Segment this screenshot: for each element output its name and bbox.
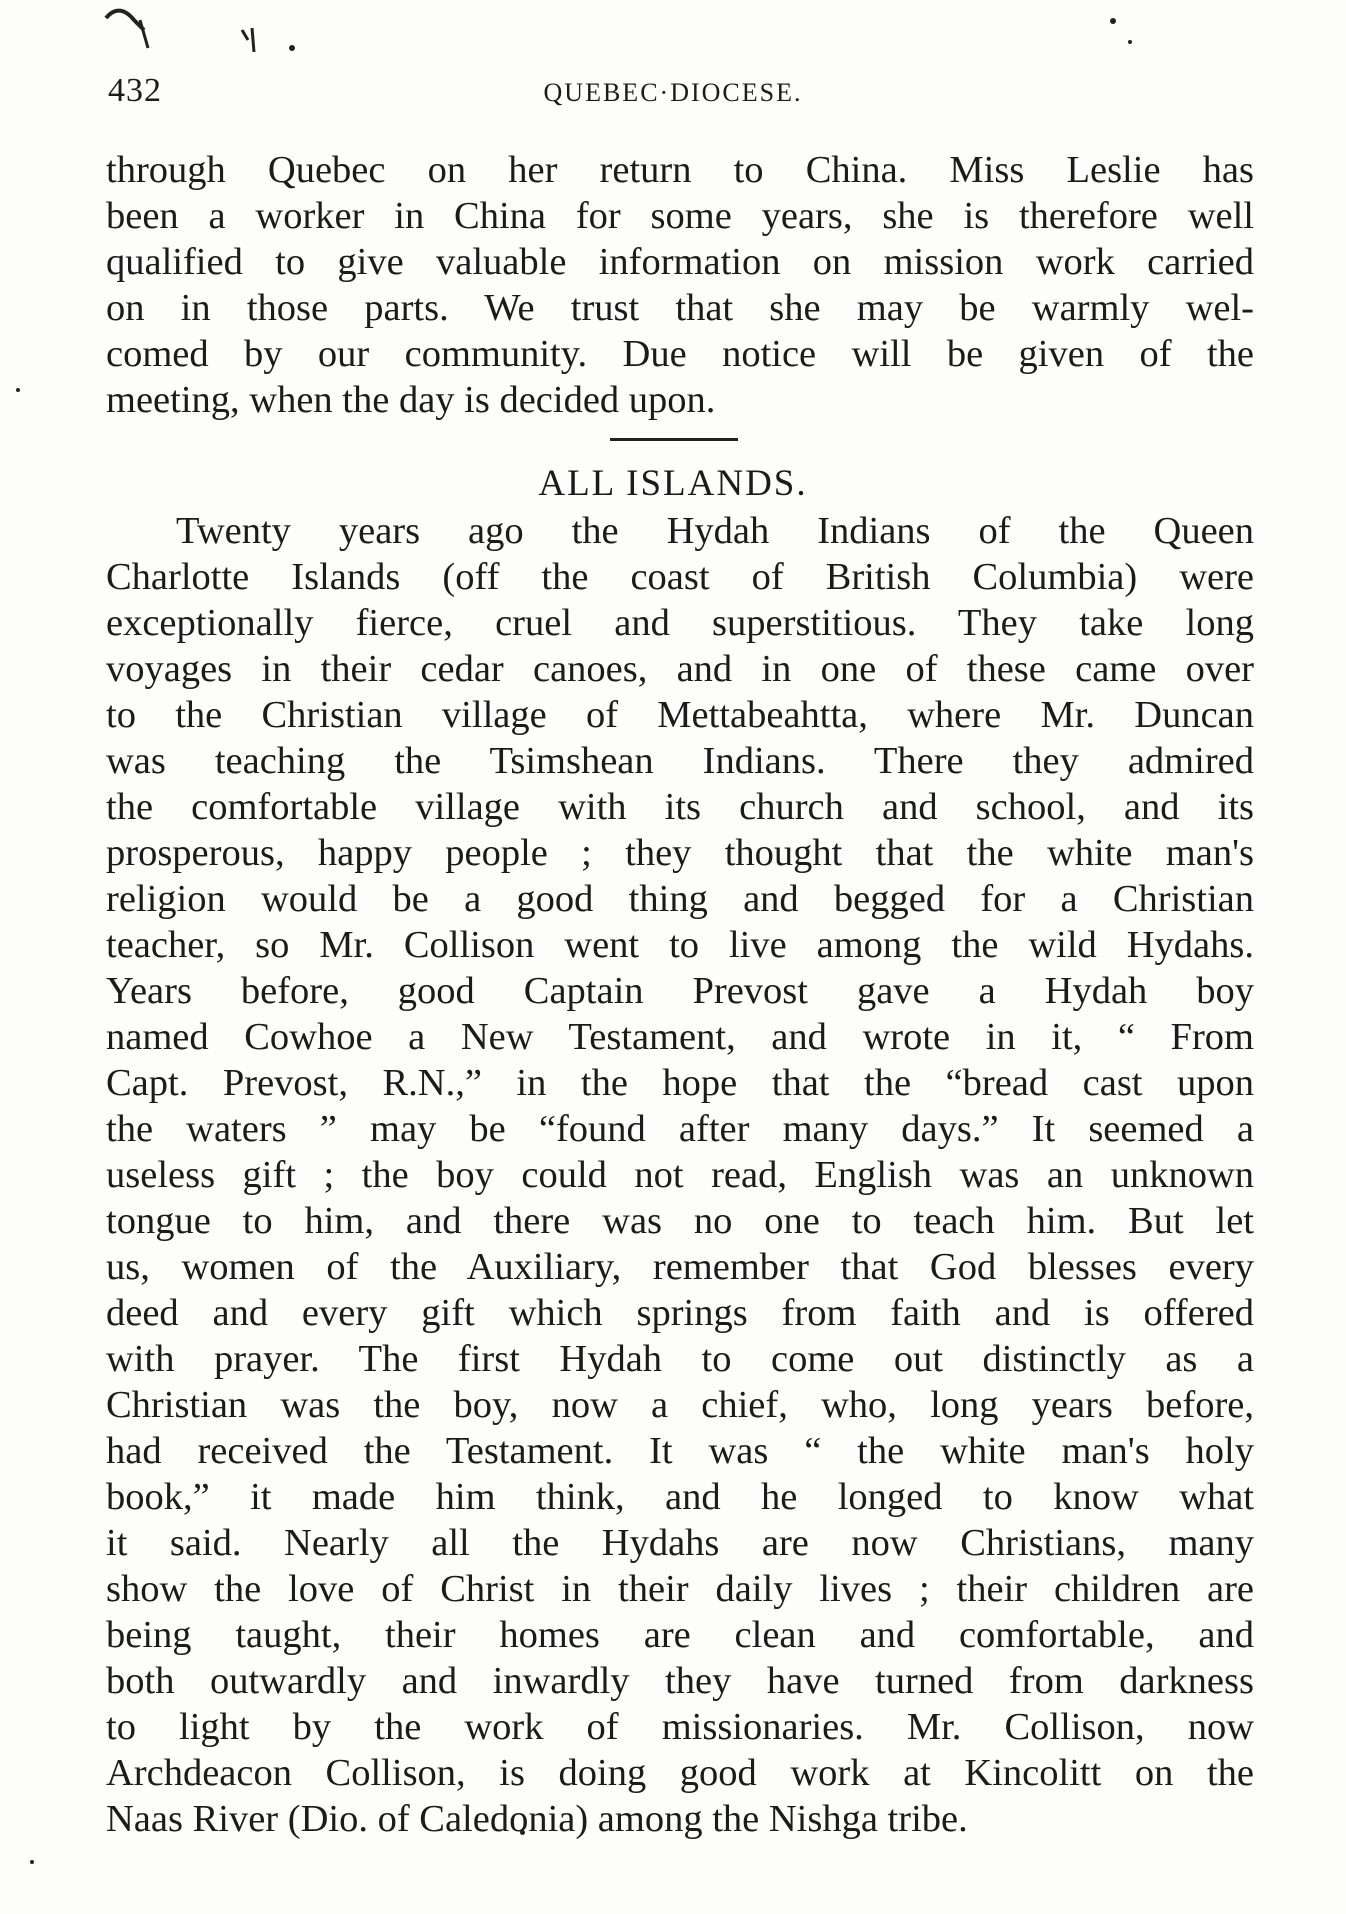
text-line: us, women of the Auxiliary, remember that God blesses every — [106, 1246, 1254, 1288]
text-line: named Cowhoe a New Testament, and wrote in it, “ From — [106, 1016, 1254, 1058]
text-line: comed by our community. Due notice will be given of the — [106, 333, 1254, 375]
page-number: 432 — [108, 72, 162, 109]
text-line: Archdeacon Collison, is doing good work at Kincolitt on the — [106, 1752, 1254, 1794]
text-line: show the love of Christ in their daily lives ; their children are — [106, 1568, 1254, 1610]
ink-speck — [16, 388, 20, 392]
ink-speck — [1110, 18, 1116, 24]
text-line: Christian was the boy, now a chief, who, long years before, — [106, 1384, 1254, 1426]
text-line: Capt. Prevost, R.N.,” in the hope that the “bread cast upon — [106, 1062, 1254, 1104]
text-line: tongue to him, and there was no one to teach him. But let — [106, 1200, 1254, 1242]
text-line: religion would be a good thing and begged for a Christian — [106, 878, 1254, 920]
ink-speck — [30, 1860, 34, 1864]
text-line: qualified to give valuable information on mission work carried — [106, 241, 1254, 283]
text-line: teacher, so Mr. Collison went to live among the wild Hydahs. — [106, 924, 1254, 966]
text-line: was teaching the Tsimshean Indians. There they admired — [106, 740, 1254, 782]
section-body — [106, 508, 1254, 1842]
text-line: to the Christian village of Mettabeahtta, where Mr. Duncan — [106, 694, 1254, 736]
section-divider — [610, 438, 738, 441]
text-line: both outwardly and inwardly they have turned from darkness — [106, 1660, 1254, 1702]
text-line: Charlotte Islands (off the coast of British Columbia) were — [106, 556, 1254, 598]
text-line: to light by the work of missionaries. Mr. Collison, now — [106, 1706, 1254, 1748]
text-line: with prayer. The first Hydah to come out distinctly as a — [106, 1338, 1254, 1380]
text-line: through Quebec on her return to China. Miss Leslie has — [106, 149, 1254, 191]
text-line: Naas River (Dio. of Caledonia) among the Nishga tribe. — [106, 1798, 968, 1840]
text-line: exceptionally fierce, cruel and superstitious. They take long — [106, 602, 1254, 644]
text-line: Years before, good Captain Prevost gave a Hydah boy — [106, 970, 1254, 1012]
text-line: on in those parts. We trust that she may be warmly wel- — [106, 287, 1254, 329]
running-head: QUEBEC·DIOCESE. — [543, 78, 803, 107]
text-line: prosperous, happy people ; they thought that the white man's — [106, 832, 1254, 874]
text-line: being taught, their homes are clean and comfortable, and — [106, 1614, 1254, 1656]
text-line: meeting, when the day is decided upon. — [106, 379, 716, 421]
text-line: useless gift ; the boy could not read, English was an unknown — [106, 1154, 1254, 1196]
section-heading: ALL ISLANDS. — [538, 463, 808, 504]
text-line: had received the Testament. It was “ the white man's holy — [106, 1430, 1254, 1472]
text-line: the waters ” may be “found after many days.” It seemed a — [106, 1108, 1254, 1150]
intro-paragraph — [106, 147, 1254, 423]
text-line: voyages in their cedar canoes, and in one of these came over — [106, 648, 1254, 690]
text-line: the comfortable village with its church and school, and its — [106, 786, 1254, 828]
text-line: deed and every gift which springs from faith and is offered — [106, 1292, 1254, 1334]
text-line: Twenty years ago the Hydah Indians of the Queen — [176, 510, 1254, 552]
text-line: it said. Nearly all the Hydahs are now Christians, many — [106, 1522, 1254, 1564]
text-line: been a worker in China for some years, she is therefore well — [106, 195, 1254, 237]
ink-speck — [1128, 40, 1132, 44]
text-line: book,” it made him think, and he longed to know what — [106, 1476, 1254, 1518]
ink-mark-decoration — [104, 4, 304, 64]
